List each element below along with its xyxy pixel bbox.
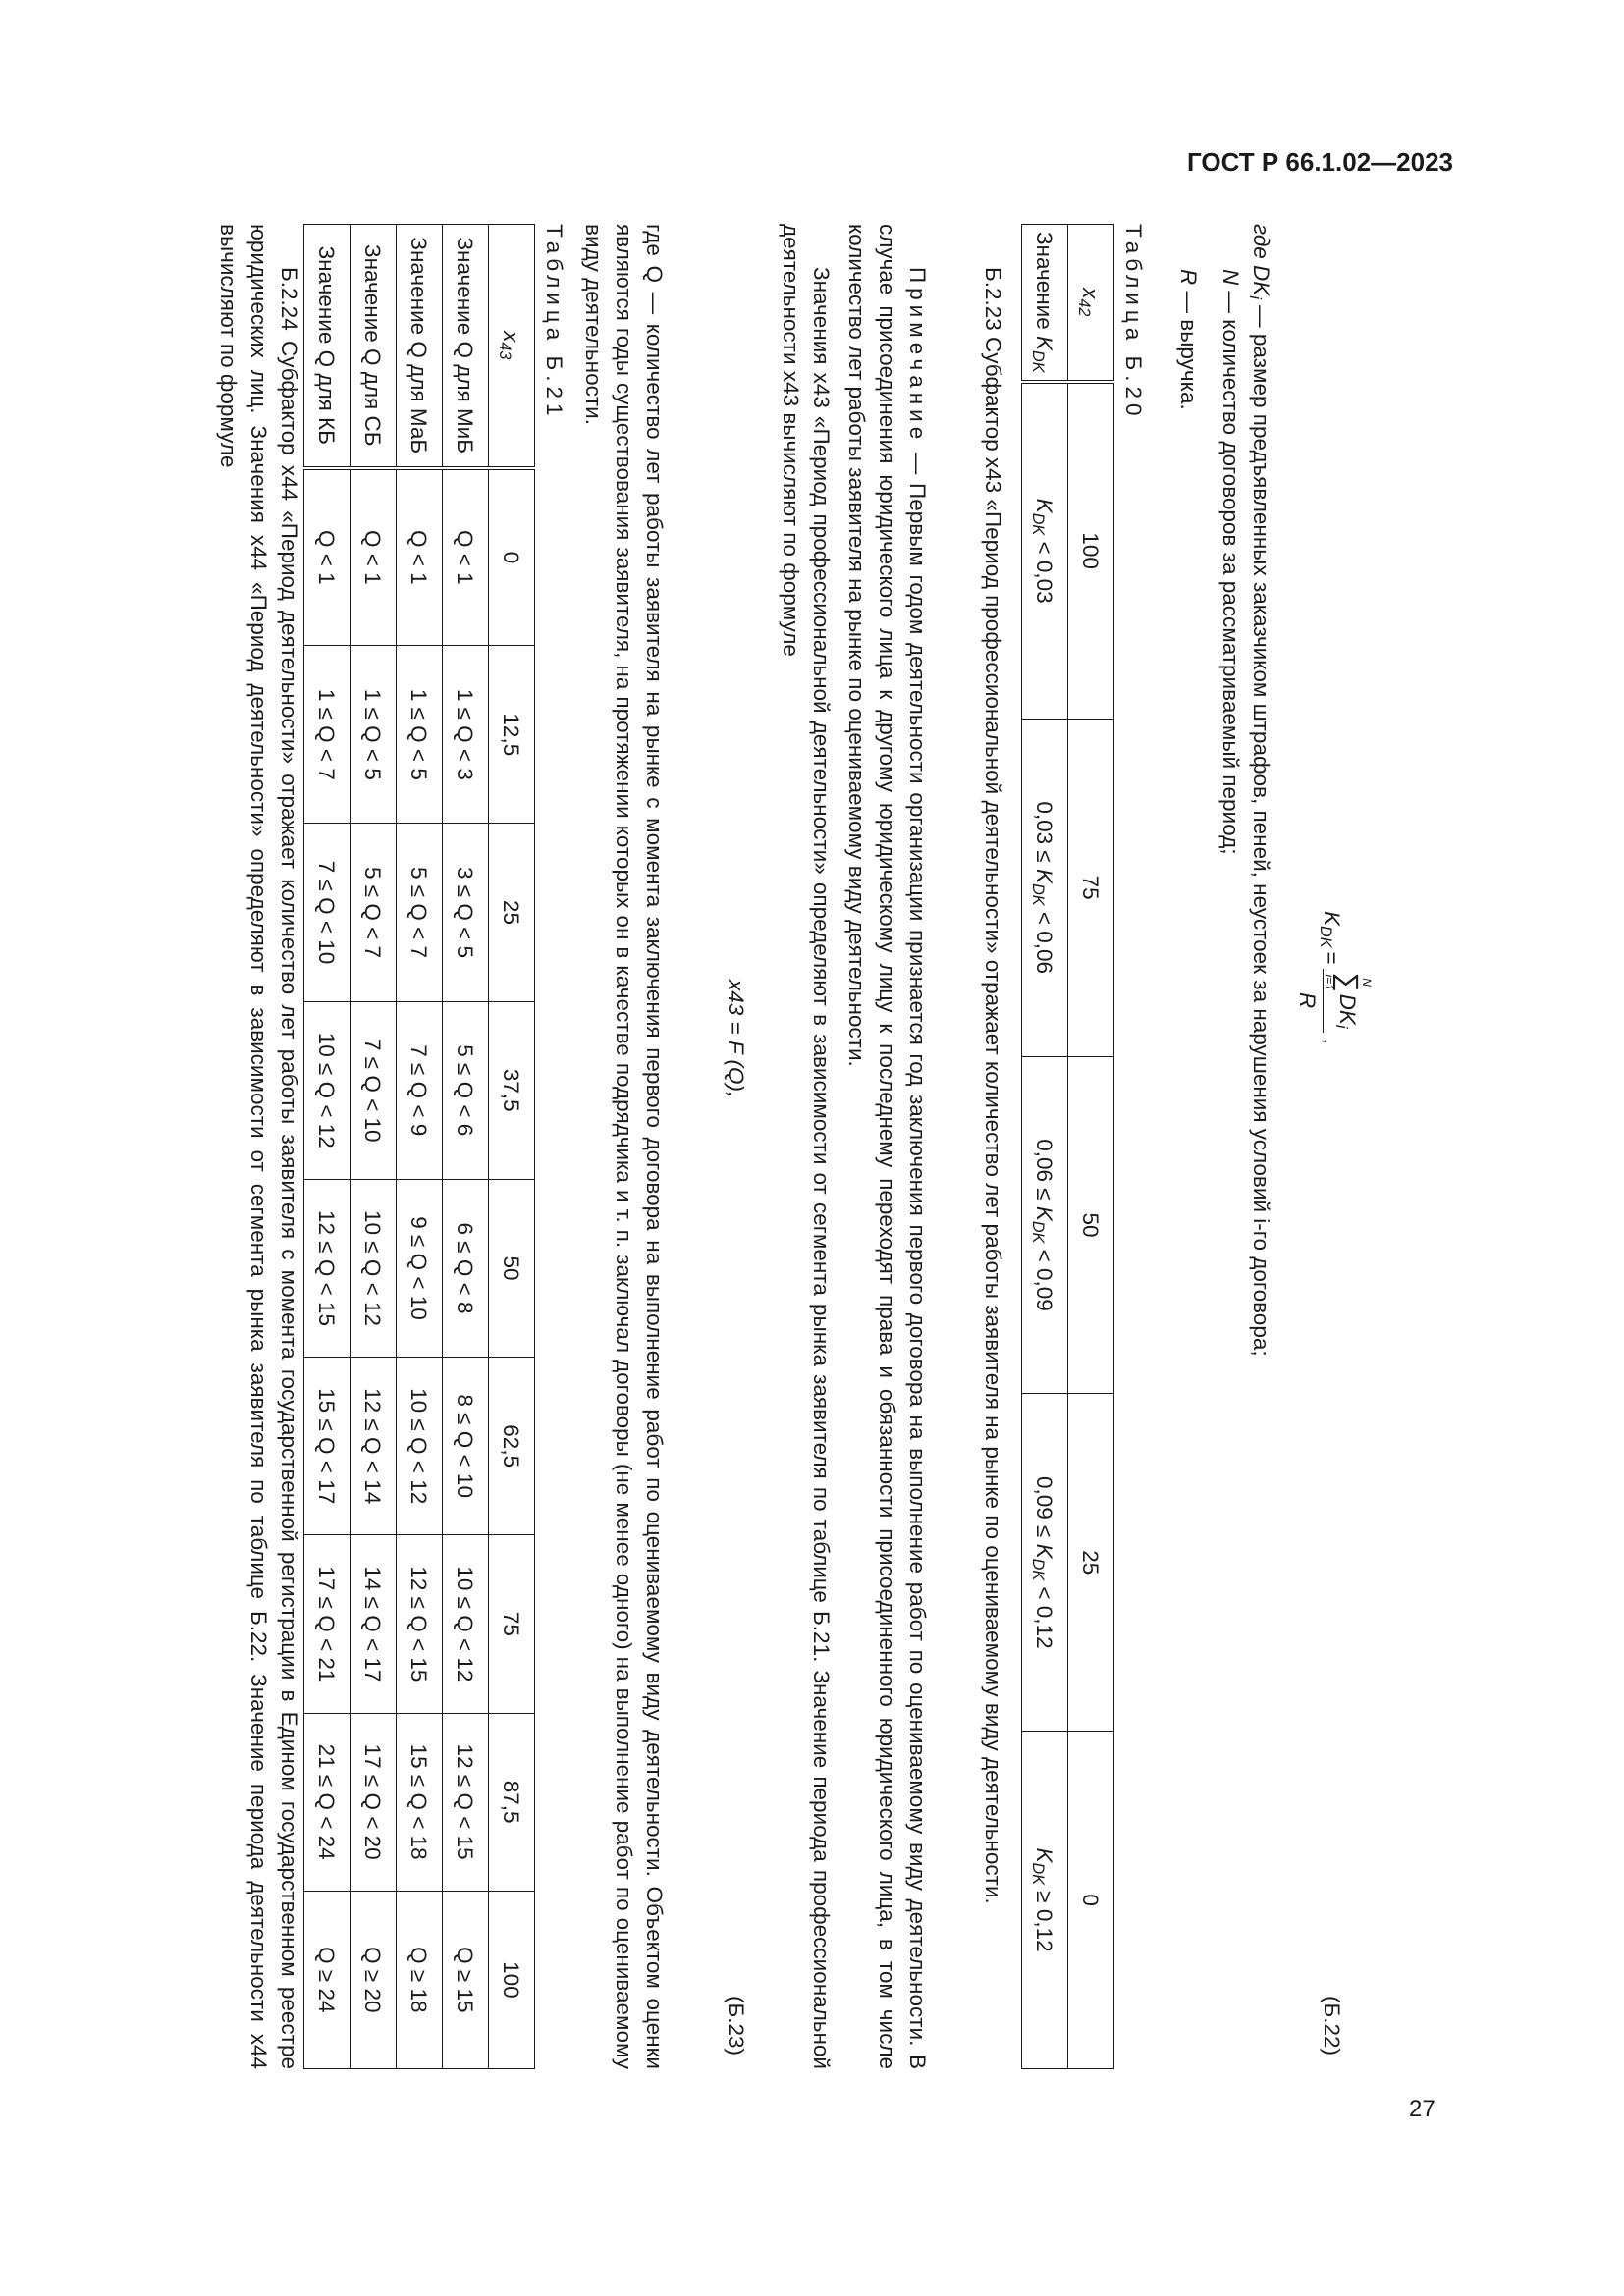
table-cell: 10 ≤ Q < 12 [351,1179,397,1357]
note-label: Примечание [905,267,930,445]
table-row [1068,225,1114,2069]
paragraph-b223: Б.2.23 Субфактор x43 «Период профессиональной деятельности» отражает количество лет работы заявителя на рынке по оцениваемому виду деятельности. [981,267,1005,1904]
rotated-page-content [216,224,1375,2079]
table-header-cell: 0 [1068,1732,1114,2069]
paragraph-values-x43: Значения x43 «Период профессиональной деятельности» определяют в зависимости от сегмента рынка заявителя по таблице Б.21. Значение периода профессиональной деятельности x43 вычисляют по формуле [779,224,834,2069]
table-cell: 3 ≤ Q < 5 [443,824,489,1001]
table-header-cell: 12,5 [489,646,535,824]
table-header-cell: 37,5 [489,1001,535,1179]
formula-b23-label: (Б.23) [724,1996,748,2056]
table-cell: 9 ≤ Q < 10 [397,1179,443,1357]
document-header: ГОСТ Р 66.1.02—2023 [1186,147,1453,177]
table-cell: $0,03 \le K_{DK} < 0,06$ [1022,719,1068,1056]
table-cell: $0,06 \le K_{DK} < 0,09$ [1022,1056,1068,1394]
table-row-label: Значение Q для КБ [304,225,351,468]
table-cell: $0,09 \le K_{DK} < 0,12$ [1022,1394,1068,1732]
sum-symbol: N ∑ i=1 [1323,972,1374,992]
table-cell: Q < 1 [443,468,489,646]
table-cell: 12 ≤ Q < 15 [304,1179,351,1357]
table-cell: 10 ≤ Q < 12 [443,1535,489,1713]
table-cell: 6 ≤ Q < 8 [443,1179,489,1357]
table-header-cell: 75 [489,1535,535,1713]
table-cell: 1 ≤ Q < 7 [304,646,351,824]
table-cell: Q ≥ 20 [351,1891,397,2068]
table-cell: Q ≥ 15 [443,1891,489,2068]
table-cell: 10 ≤ Q < 12 [397,1358,443,1535]
definition-q: где Q — количество лет работы заявителя на рынке с момента заключения первого договора на выполнение работ по оцениваемому виду деятельности. Объектом оценки являются годы существования заявителя, на протяжении которых он в качестве подрядчика и т. п. заключал договоры (не менее одного) на выполнение работ по оцениваемому виду деятельности. [581,224,667,2069]
table-header-cell: 62,5 [489,1358,535,1535]
def-dk: где $DK_i$ — размер предъявленных заказчиком штрафов, пеней, неустоек за нарушения условий i-го договора; [1246,224,1273,1357]
table-cell: 14 ≤ Q < 17 [351,1535,397,1713]
denominator: R [1295,991,1320,1009]
page-number: 27 [1409,2096,1435,2122]
table-cell: Q < 1 [351,468,397,646]
table-cell: 8 ≤ Q < 10 [443,1358,489,1535]
table-cell: $K_{DK} \ge 0,12$ [1022,1732,1068,2069]
table-row-label: Значение Q для МаБ [397,225,443,468]
table-cell: 5 ≤ Q < 6 [443,1001,489,1179]
equals-sign: = [1320,951,1345,965]
table-header-cell: 0 [489,468,535,646]
table-cell: Q < 1 [304,468,351,646]
note-text: — Первым годом деятельности организации признается год заключения первого договора на выполнение работ по оцениваемому виду деятельности. В случае присоединения юридического лица к другому юридическому лицу к последнему переходят права и обязанности присоединенного юридического лица, в том числе количество лет работы заявителя на рынке по оцениваемому виду деятельности. [844,224,930,2069]
table-cell: 10 ≤ Q < 12 [304,1001,351,1179]
def-n: N — количество договоров за рассматриваемый период; [1218,269,1243,855]
table-header-cell: 25 [1068,1394,1114,1732]
table-header-cell: 50 [1068,1056,1114,1394]
table-cell: 5 ≤ Q < 7 [351,824,397,1001]
table-cell: $K_{DK} < 0,03$ [1022,382,1068,720]
table-header-cell: 75 [1068,719,1114,1056]
table-b20-caption: Таблица Б.20 [1121,224,1146,421]
numerator: $DK_i$ [1332,993,1361,1029]
table-cell: 1 ≤ Q < 5 [397,646,443,824]
note-paragraph [841,224,933,2069]
table-header-cell: $x_{43}$ [489,225,535,468]
table-header-cell: 87,5 [489,1713,535,1891]
table-cell: 17 ≤ Q < 20 [351,1713,397,1891]
formula-b23-text: x43 = F (Q), [724,980,748,1098]
table-cell: 21 ≤ Q < 24 [304,1713,351,1891]
table-cell: 1 ≤ Q < 5 [351,646,397,824]
table-header-cell: 100 [489,1891,535,2068]
table-cell: 5 ≤ Q < 7 [397,824,443,1001]
table-header-cell: 100 [1068,382,1114,720]
table-cell: 12 ≤ Q < 15 [443,1713,489,1891]
table-cell: 15 ≤ Q < 17 [304,1358,351,1535]
table-row [1022,225,1068,2069]
table-row-label: Значение Q для СБ [351,225,397,468]
table-cell: 7 ≤ Q < 10 [351,1001,397,1179]
table-cell: 12 ≤ Q < 14 [351,1358,397,1535]
formula-fraction [1292,969,1373,1033]
table-cell: Q < 1 [397,468,443,646]
table-row [351,225,397,2069]
table-row-label: Значение Q для МиБ [443,225,489,468]
table-cell: 15 ≤ Q < 18 [397,1713,443,1891]
formula-b22 [1295,224,1374,2079]
table-header-cell: 50 [489,1179,535,1357]
table-cell: 17 ≤ Q < 21 [304,1535,351,1713]
table-cell: 7 ≤ Q < 10 [304,824,351,1001]
formula-lhs: $K_{DK}$ [1317,911,1345,948]
paragraph-b224: Б.2.24 Субфактор x44 «Период деятельности» отражает количество лет работы заявителя с момента государственной регистрации в Едином государственном реестре юридических лиц. Значения x44 «Период деятельности» определяют в зависимости от сегмента рынка заявителя по таблице Б.22. Значение периода деятельности x44 вычисляют по формуле [216,224,301,2069]
table-cell: 12 ≤ Q < 15 [397,1535,443,1713]
definitions-b22 [1173,224,1276,2079]
table-cell: 1 ≤ Q < 3 [443,646,489,824]
table-cell: 7 ≤ Q < 9 [397,1001,443,1179]
table-cell: Значение $K_{DK}$ [1022,225,1068,382]
table-b21-caption: Таблица Б.21 [542,224,567,421]
table-row [304,225,351,2069]
table-row [489,225,535,2069]
table-cell: Q ≥ 24 [304,1891,351,2068]
formula-label: (Б.22) [1320,1996,1344,2056]
table-row [443,225,489,2069]
table-cell: Q ≥ 18 [397,1891,443,2068]
formula-b23 [712,224,751,2079]
table-b20 [1021,224,1114,2069]
table-header-cell: $x_{42}$ [1068,225,1114,382]
table-row [397,225,443,2069]
formula-comma: , [1320,1038,1345,1044]
table-header-cell: 25 [489,824,535,1001]
def-r: R — выручка. [1176,269,1201,410]
table-b21 [303,224,535,2069]
